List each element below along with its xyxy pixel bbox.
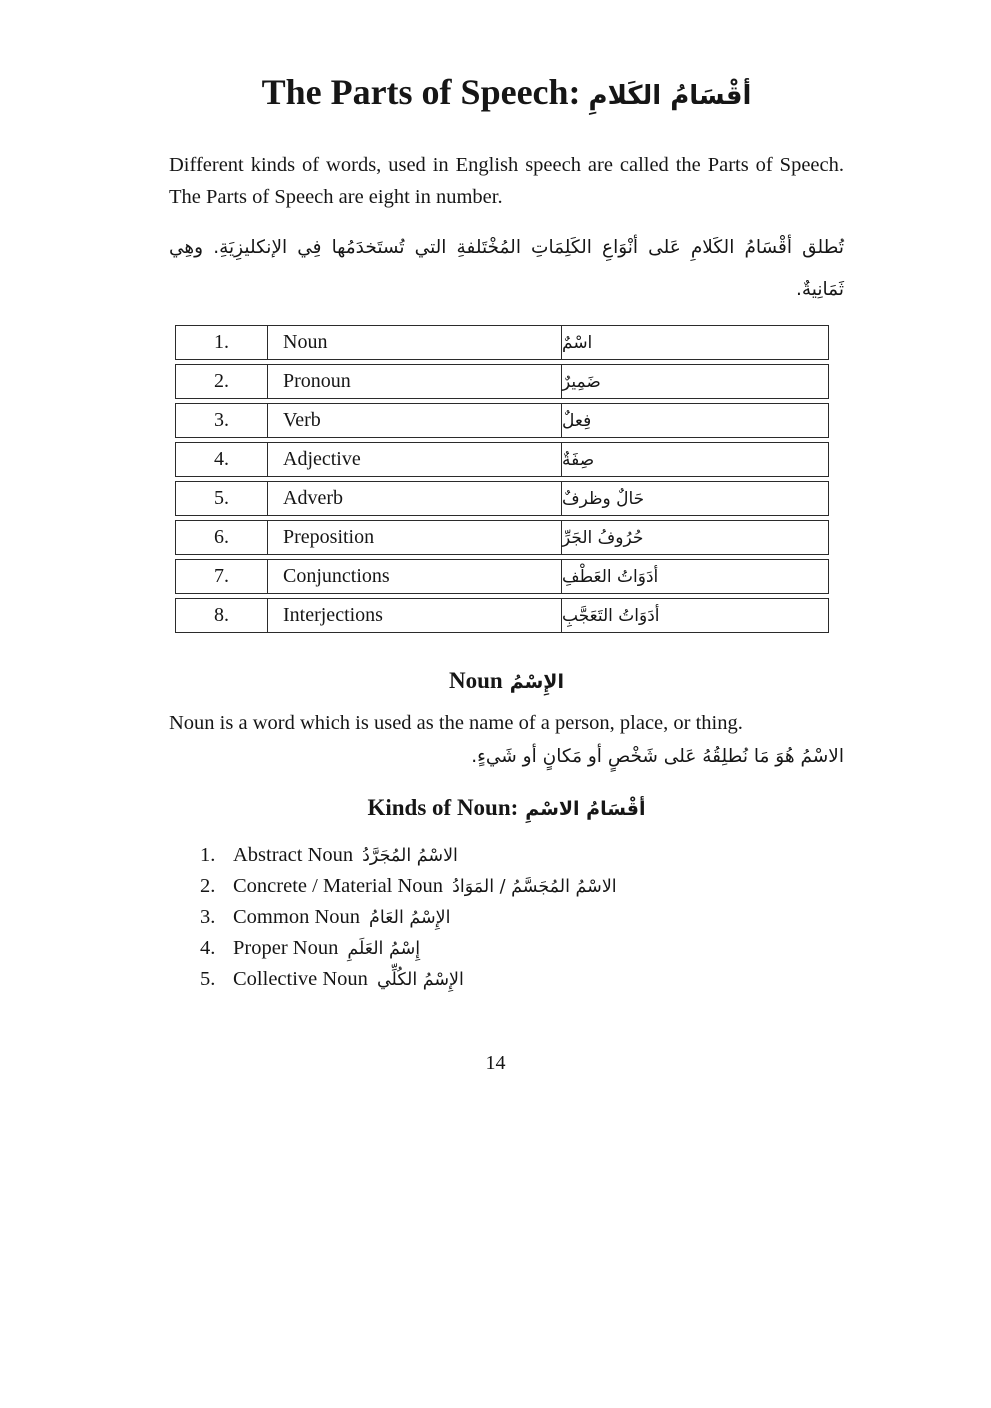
list-item-arabic: إِسْمُ العَلَمِ — [347, 939, 421, 959]
page-title-english: The Parts of Speech: — [261, 72, 581, 112]
table-cell-arabic: حَالٌ وظرفٌ — [562, 488, 645, 509]
table-cell-number: 3. — [176, 404, 268, 437]
table-row — [175, 520, 829, 555]
table-cell-arabic: حُرُوفُ الجَرِّ — [562, 527, 644, 548]
list-item-number: 5. — [200, 968, 216, 990]
table-cell-english: Adverb — [268, 482, 562, 515]
table-row — [175, 403, 829, 438]
table-cell-english: Preposition — [268, 521, 562, 554]
table-row — [175, 481, 829, 516]
list-item-arabic: الاسْمُ المُجَرَّدُ — [362, 846, 458, 866]
page-title-arabic: أقْسَامُ الكَلامِ — [588, 81, 752, 111]
kinds-heading-english: Kinds of Noun: — [367, 795, 519, 820]
noun-heading-arabic: الإِسْمُ — [509, 671, 564, 693]
kinds-heading-arabic: أقْسَامُ الاسْمِ — [525, 798, 646, 820]
page-title — [169, 70, 844, 118]
list-item-english: Abstract Noun — [233, 844, 354, 866]
table-cell-english: Noun — [268, 326, 562, 359]
table-cell-number: 5. — [176, 482, 268, 515]
table-cell-arabic: ضَمِيرٌ — [562, 371, 601, 392]
table-row — [175, 442, 829, 477]
table-cell-arabic: أدَوَاتُ العَطْفِ — [562, 566, 659, 587]
noun-definition-english: Noun is a word which is used as the name of a person, place, or thing. — [169, 712, 743, 734]
table-row — [175, 364, 829, 399]
table-cell-number: 8. — [176, 599, 268, 632]
list-item-number: 4. — [200, 937, 216, 959]
list-item-number: 3. — [200, 906, 216, 928]
intro-paragraph-arabic: تُطلق أقْسَامُ الكَلامِ عَلى أنْوَاعِ الكَلِمَاتِ المُخْتَلفةِ التي تُستَخدَمُها فِي الإنكليزِيَةِ. وهِي ثَمَانِيةٌ. — [169, 237, 844, 300]
list-item-english: Proper Noun — [233, 937, 339, 959]
list-item-number: 1. — [200, 844, 216, 866]
table-cell-number: 7. — [176, 560, 268, 593]
list-item-english: Common Noun — [233, 906, 360, 928]
list-item — [169, 964, 844, 995]
list-item-english: Concrete / Material Noun — [233, 875, 444, 897]
table-cell-number: 4. — [176, 443, 268, 476]
table-cell-arabic: فِعلٌ — [562, 410, 592, 431]
noun-section-heading — [169, 666, 844, 697]
table-cell-number: 6. — [176, 521, 268, 554]
list-item — [169, 933, 844, 964]
table-cell-english: Conjunctions — [268, 560, 562, 593]
table-cell-english: Verb — [268, 404, 562, 437]
list-item — [169, 840, 844, 871]
list-item-number: 2. — [200, 875, 216, 897]
table-cell-number: 2. — [176, 365, 268, 398]
table-cell-arabic: صِفَةٌ — [562, 449, 595, 470]
list-item-arabic: الاسْمُ المُجَسَّمُ / المَوَادُ — [452, 877, 617, 897]
list-item — [169, 871, 844, 902]
table-cell-english: Interjections — [268, 599, 562, 632]
table-row — [175, 598, 829, 633]
page-content — [169, 0, 844, 995]
noun-heading-english: Noun — [449, 668, 503, 693]
table-row — [175, 325, 829, 360]
list-item — [169, 902, 844, 933]
parts-of-speech-table — [175, 325, 829, 633]
list-item-arabic: الإِسْمُ الكُلِّي — [376, 970, 464, 990]
table-row — [175, 559, 829, 594]
table-cell-number: 1. — [176, 326, 268, 359]
kinds-of-noun-heading — [169, 793, 844, 824]
table-cell-english: Pronoun — [268, 365, 562, 398]
list-item-english: Collective Noun — [233, 968, 368, 990]
table-cell-english: Adjective — [268, 443, 562, 476]
kinds-of-noun-list — [169, 840, 844, 995]
noun-definition-arabic: الاسْمُ هُوَ مَا نُطلِقُهُ عَلى شَخْصٍ أو مَكانٍ أو شَيءٍ. — [471, 746, 844, 767]
table-cell-arabic: اسْمٌ — [562, 332, 593, 353]
intro-paragraph-english: Different kinds of words, used in English speech are called the Parts of Speech. The Parts of Speech are eight in number. — [169, 154, 844, 208]
page-number: 14 — [485, 1052, 506, 1074]
list-item-arabic: الإِسْمُ العَامُ — [369, 908, 451, 928]
table-cell-arabic: أدَوَاتُ التَعَجَّبِ — [562, 605, 660, 626]
